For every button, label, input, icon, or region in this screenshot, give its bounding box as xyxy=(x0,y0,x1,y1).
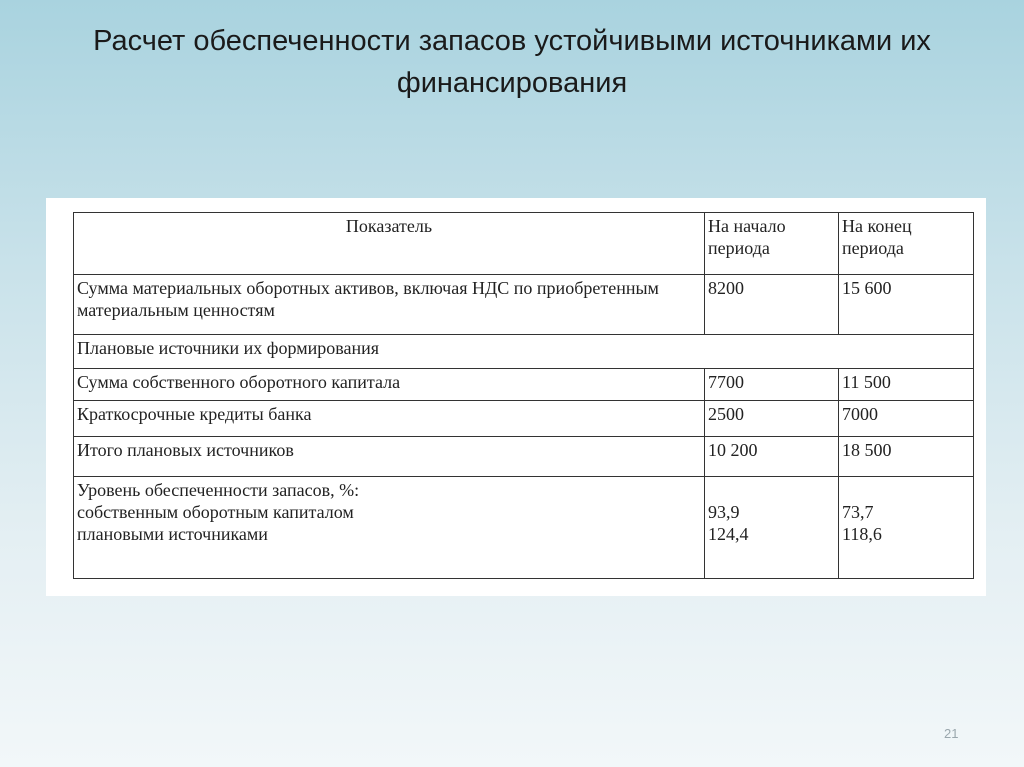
table-row xyxy=(74,437,974,477)
table-row xyxy=(74,369,974,401)
row-start-value: 2500 xyxy=(705,401,839,437)
row-start-value: 7700 xyxy=(705,369,839,401)
row-start-value: 8200 xyxy=(705,275,839,335)
row-label: Итого плановых источников xyxy=(74,437,705,477)
row-label: Краткосрочные кредиты банка xyxy=(74,401,705,437)
row-end-value: 18 500 xyxy=(839,437,974,477)
row-label: Уровень обеспеченности запасов, %: собственным оборотным капиталом плановыми источниками xyxy=(74,477,705,579)
row-end-value: 7000 xyxy=(839,401,974,437)
row-start-value: 93,9 124,4 xyxy=(705,477,839,579)
table-header-row xyxy=(74,213,974,275)
header-indicator: Показатель xyxy=(74,213,705,275)
data-table xyxy=(73,212,974,579)
row-end-value: 15 600 xyxy=(839,275,974,335)
header-period-end: На конец периода xyxy=(839,213,974,275)
row-label: Сумма материальных оборотных активов, включая НДС по приобретенным материальным ценностям xyxy=(74,275,705,335)
slide-title: Расчет обеспеченности запасов устойчивыми источниками их финансирования xyxy=(93,25,931,99)
slide-number: 21 xyxy=(944,726,959,741)
header-period-start: На начало периода xyxy=(705,213,839,275)
row-end-value: 11 500 xyxy=(839,369,974,401)
table-panel xyxy=(46,198,986,596)
row-start-value: 10 200 xyxy=(705,437,839,477)
table-section-row xyxy=(74,335,974,369)
table-row xyxy=(74,477,974,579)
row-end-value: 73,7 118,6 xyxy=(839,477,974,579)
row-label: Сумма собственного оборотного капитала xyxy=(74,369,705,401)
section-label: Плановые источники их формирования xyxy=(74,335,974,369)
table-row xyxy=(74,275,974,335)
table-row xyxy=(74,401,974,437)
